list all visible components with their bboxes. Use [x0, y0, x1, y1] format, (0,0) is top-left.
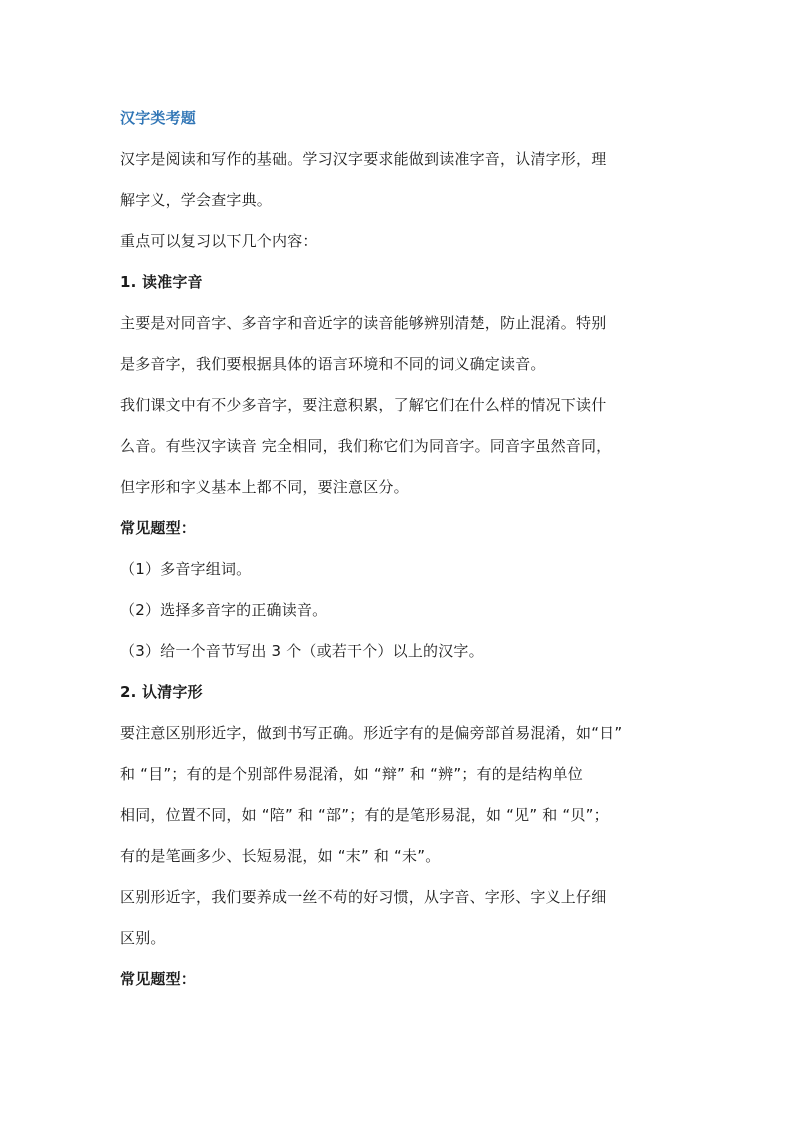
section1-para1-line-1: 主要是对同音字、多音字和音近字的读音能够辨别清楚，防止混淆。特别 [120, 314, 607, 332]
section1-type-3: （3）给一个音节写出 3 个（或若干个）以上的汉字。 [120, 642, 484, 660]
review-intro: 重点可以复习以下几个内容： [120, 232, 318, 250]
section1-type-1: （1）多音字组词。 [120, 560, 252, 578]
section2-para1-line-3: 相同，位置不同，如 “陪” 和 “部”；有的是笔形易混，如 “见” 和 “贝”； [120, 806, 609, 824]
intro-line-1: 汉字是阅读和写作的基础。学习汉字要求能做到读准字音，认清字形，理 [120, 150, 607, 168]
section2-para1-line-2: 和 “目”；有的是个别部件易混淆，如 “辩” 和 “辨”；有的是结构单位 [120, 765, 583, 783]
intro-line-2: 解字义，学会查字典。 [120, 191, 273, 209]
section1-para2-line-1: 我们课文中有不少多音字，要注意积累，了解它们在什么样的情况下读什 [120, 396, 607, 414]
page-title: 汉字类考题 [120, 109, 197, 127]
section2-para1-line-1: 要注意区别形近字，做到书写正确。形近字有的是偏旁部首易混淆，如“日” [120, 724, 623, 742]
section2-para2-line-2: 区别。 [120, 929, 166, 947]
section2-heading: 2. 认清字形 [120, 683, 203, 701]
section2-types-heading: 常见题型： [120, 970, 197, 988]
section1-para1-line-2: 是多音字，我们要根据具体的语言环境和不同的词义确定读音。 [120, 355, 546, 373]
section1-type-2: （2）选择多音字的正确读音。 [120, 601, 328, 619]
section1-heading: 1. 读准字音 [120, 273, 203, 291]
section2-para1-line-4: 有的是笔画多少、长短易混，如 “末” 和 “未”。 [120, 847, 441, 865]
section1-para2-line-2: 么音。有些汉字读音 完全相同，我们称它们为同音字。同音字虽然音同， [120, 437, 612, 455]
section2-para2-line-1: 区别形近字，我们要养成一丝不苟的好习惯，从字音、字形、字义上仔细 [120, 888, 607, 906]
section1-para2-line-3: 但字形和字义基本上都不同，要注意区分。 [120, 478, 409, 496]
section1-types-heading: 常见题型： [120, 519, 197, 537]
document-content [120, 98, 690, 1000]
